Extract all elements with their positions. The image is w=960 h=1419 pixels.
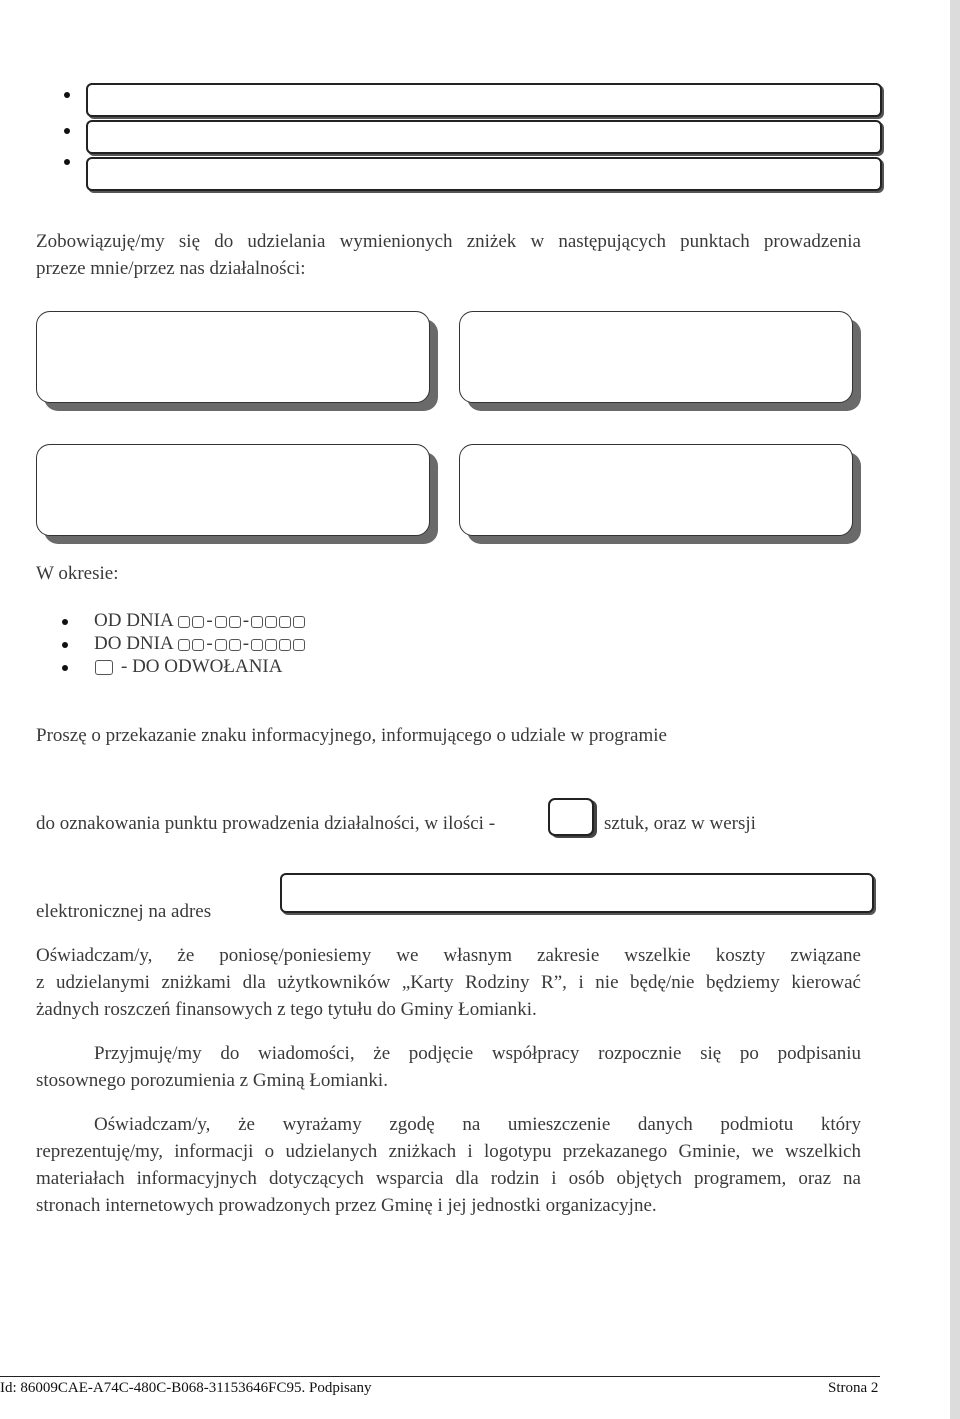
declaration-1-line-1: Oświadczam/y, że poniosę/poniesiemy we własnym zakresie wszelkie koszty związane	[36, 945, 861, 966]
date-digit-box[interactable]	[192, 639, 204, 651]
date-digit-box[interactable]	[293, 616, 305, 628]
bullet	[62, 619, 68, 625]
declaration-3-line-4: stronach internetowych prowadzonych przez Gminę i jej jednostki organizacyjne.	[36, 1195, 657, 1216]
declaration-3-line-2: reprezentuję/my, informacji o udzielanych zniżkach i logotypu przekazanego Gminie, we wszelkich	[36, 1141, 861, 1162]
date-digit-box[interactable]	[229, 616, 241, 628]
until-revoked-label: - DO ODWOŁANIA	[121, 656, 283, 677]
date-digit-box[interactable]	[215, 616, 227, 628]
request-line-2-end: sztuk, oraz w wersji	[604, 813, 756, 834]
location-box-1[interactable]	[36, 311, 430, 403]
date-digit-box[interactable]	[279, 639, 291, 651]
declaration-2-line-1: Przyjmuję/my do wiadomości, że podjęcie współpracy rozpocznie się po podpisaniu	[94, 1043, 861, 1064]
declaration-3-line-1: Oświadczam/y, że wyrażamy zgodę na umieszczenie danych podmiotu który	[94, 1114, 861, 1135]
date-separator: -	[242, 633, 250, 654]
commitment-line-1: Zobowiązuję/my się do udzielania wymienionych zniżek w następujących punktach prowadzenia	[36, 231, 861, 252]
footer-divider	[0, 1376, 880, 1377]
document-id: Id: 86009CAE-A74C-480C-B068-31153646FC95. Podpisany	[0, 1380, 372, 1396]
declaration-2-line-2: stosownego porozumienia z Gminą Łomianki.	[36, 1070, 388, 1091]
declaration-3-line-3: materiałach informacyjnych dotyczących wsparcia dla rodzin i osób objętych programem, oraz na	[36, 1168, 861, 1189]
bullet	[62, 642, 68, 648]
request-line-1: Proszę o przekazanie znaku informacyjnego, informującego o udziale w programie	[36, 725, 667, 746]
bullet	[64, 128, 70, 134]
period-label: W okresie:	[36, 563, 119, 584]
discount-field-2[interactable]	[86, 120, 882, 154]
email-field[interactable]	[280, 873, 874, 913]
period-from-row	[62, 609, 306, 632]
date-digit-box[interactable]	[178, 639, 190, 651]
date-digit-box[interactable]	[251, 639, 263, 651]
period-until-revoked-row	[62, 655, 282, 678]
bullet	[64, 159, 70, 165]
date-digit-box[interactable]	[265, 616, 277, 628]
declaration-1-line-2: z udzielanymi zniżkami dla użytkowników „Karty Rodziny R”, i nie będę/nie będziemy kierować	[36, 972, 861, 993]
discount-field-3[interactable]	[86, 157, 882, 191]
date-separator: -	[206, 633, 213, 654]
scan-edge	[950, 0, 960, 1419]
commitment-line-2: przeze mnie/przez nas działalności:	[36, 258, 306, 279]
date-separator: -	[242, 610, 250, 631]
date-digit-box[interactable]	[215, 639, 227, 651]
discount-field-1[interactable]	[86, 83, 882, 117]
declaration-1-line-3: żadnych roszczeń finansowych z tego tytułu do Gminy Łomianki.	[36, 999, 537, 1020]
date-digit-box[interactable]	[279, 616, 291, 628]
quantity-field[interactable]	[548, 798, 594, 836]
date-digit-box[interactable]	[265, 639, 277, 651]
to-label: DO DNIA	[94, 633, 173, 654]
period-to-row	[62, 632, 306, 655]
email-label: elektronicznej na adres	[36, 901, 212, 922]
date-digit-box[interactable]	[192, 616, 204, 628]
bullet	[64, 92, 70, 98]
from-label: OD DNIA	[94, 610, 173, 631]
location-box-3[interactable]	[36, 444, 430, 536]
bullet	[62, 665, 68, 671]
date-digit-box[interactable]	[229, 639, 241, 651]
until-revoked-checkbox[interactable]	[95, 660, 113, 675]
location-box-4[interactable]	[459, 444, 853, 536]
date-digit-box[interactable]	[178, 616, 190, 628]
location-box-2[interactable]	[459, 311, 853, 403]
request-line-2-start: do oznakowania punktu prowadzenia działalności, w ilości -	[36, 813, 496, 834]
date-digit-box[interactable]	[293, 639, 305, 651]
date-digit-box[interactable]	[251, 616, 263, 628]
page-number: Strona 2	[828, 1380, 879, 1396]
date-separator: -	[206, 610, 213, 631]
